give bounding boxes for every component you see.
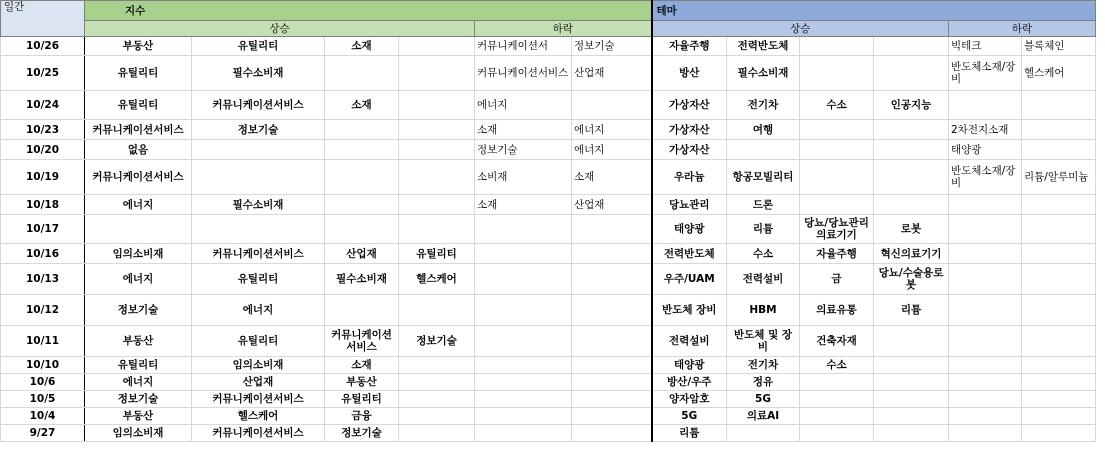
index-down-cell xyxy=(475,215,572,244)
index-up-cell xyxy=(399,357,475,374)
index-up-cell xyxy=(325,56,399,91)
theme-down-cell xyxy=(949,264,1022,295)
table-row xyxy=(1,91,1096,120)
index-down-cell xyxy=(475,264,572,295)
theme-down-cell: 태양광 xyxy=(949,140,1022,160)
index-up-cell xyxy=(325,295,399,326)
theme-down-cell xyxy=(949,215,1022,244)
theme-down-cell xyxy=(1022,357,1096,374)
theme-down-cell: 헬스케어 xyxy=(1022,56,1096,91)
table-row xyxy=(1,295,1096,326)
theme-up-cell: 자율주행 xyxy=(652,37,727,56)
index-down-cell xyxy=(475,408,572,425)
index-up-cell xyxy=(399,56,475,91)
index-up-cell: 필수소비재 xyxy=(325,264,399,295)
index-up-cell xyxy=(399,215,475,244)
date-cell: 10/11 xyxy=(1,326,85,357)
theme-up-cell xyxy=(874,120,949,140)
theme-up-cell: 항공모빌리티 xyxy=(727,160,800,195)
theme-down-cell xyxy=(1022,326,1096,357)
index-up-cell xyxy=(399,295,475,326)
theme-down-cell: 2차전지소재 xyxy=(949,120,1022,140)
index-down-cell xyxy=(572,215,652,244)
date-cell: 10/12 xyxy=(1,295,85,326)
theme-up-cell: 전력설비 xyxy=(652,326,727,357)
theme-down-cell: 반도체소재/장비 xyxy=(949,160,1022,195)
index-up-cell: 헬스케어 xyxy=(192,408,325,425)
date-cell: 10/16 xyxy=(1,244,85,264)
date-cell: 10/17 xyxy=(1,215,85,244)
theme-up-cell: 5G xyxy=(652,408,727,425)
theme-up-cell: 의료AI xyxy=(727,408,800,425)
table-row xyxy=(1,408,1096,425)
index-up-cell xyxy=(325,195,399,215)
index-down-cell xyxy=(572,425,652,442)
index-down-cell: 산업재 xyxy=(572,195,652,215)
theme-up-cell xyxy=(800,425,874,442)
theme-up-cell: 리튬 xyxy=(727,215,800,244)
index-down-cell: 커뮤니케이션서 xyxy=(475,37,572,56)
index-down-cell: 정보기술 xyxy=(572,37,652,56)
theme-up-cell: 건축자재 xyxy=(800,326,874,357)
theme-down-cell xyxy=(1022,244,1096,264)
theme-up-cell xyxy=(800,37,874,56)
date-cell: 10/10 xyxy=(1,357,85,374)
index-up-cell: 금융 xyxy=(325,408,399,425)
index-down-cell: 에너지 xyxy=(475,91,572,120)
theme-up-cell xyxy=(800,120,874,140)
index-up-cell: 필수소비재 xyxy=(192,195,325,215)
theme-up-cell xyxy=(874,374,949,391)
theme-down-cell xyxy=(949,425,1022,442)
index-up-cell: 부동산 xyxy=(85,326,192,357)
table-row xyxy=(1,120,1096,140)
index-down-cell xyxy=(572,326,652,357)
index-down-cell xyxy=(572,264,652,295)
theme-up-cell: 우라늄 xyxy=(652,160,727,195)
index-up-cell: 산업재 xyxy=(192,374,325,391)
index-up-cell: 에너지 xyxy=(85,195,192,215)
index-up-cell: 유틸리티 xyxy=(192,37,325,56)
theme-up-cell: 여행 xyxy=(727,120,800,140)
date-cell: 10/4 xyxy=(1,408,85,425)
index-up-cell: 커뮤니케이션서비스 xyxy=(192,425,325,442)
theme-up-cell: 방산 xyxy=(652,56,727,91)
date-cell: 10/20 xyxy=(1,140,85,160)
index-up-cell: 에너지 xyxy=(85,374,192,391)
theme-up-cell: 가상자산 xyxy=(652,120,727,140)
theme-down-cell xyxy=(1022,408,1096,425)
theme-group-header: 테마 xyxy=(652,1,1096,21)
index-up-cell xyxy=(325,140,399,160)
theme-up-cell: 당뇨관리 xyxy=(652,195,727,215)
index-down-cell xyxy=(572,391,652,408)
theme-down-cell xyxy=(1022,91,1096,120)
theme-up-cell xyxy=(874,140,949,160)
table-row xyxy=(1,244,1096,264)
table-row xyxy=(1,374,1096,391)
index-up-cell xyxy=(399,140,475,160)
index-up-cell: 부동산 xyxy=(325,374,399,391)
index-up-header: 상승 xyxy=(85,21,475,37)
theme-up-cell xyxy=(874,357,949,374)
date-cell: 10/6 xyxy=(1,374,85,391)
index-up-cell xyxy=(399,374,475,391)
index-up-cell: 유틸리티 xyxy=(399,244,475,264)
theme-down-cell xyxy=(1022,120,1096,140)
index-down-cell xyxy=(572,357,652,374)
theme-up-cell: HBM xyxy=(727,295,800,326)
index-down-cell xyxy=(475,425,572,442)
index-up-cell: 에너지 xyxy=(85,264,192,295)
index-up-cell xyxy=(325,215,399,244)
theme-up-cell: 수소 xyxy=(800,357,874,374)
theme-up-cell xyxy=(800,391,874,408)
index-up-cell: 유틸리티 xyxy=(85,357,192,374)
index-up-cell xyxy=(399,391,475,408)
index-up-cell: 헬스케어 xyxy=(399,264,475,295)
table-row xyxy=(1,264,1096,295)
table-row xyxy=(1,140,1096,160)
theme-up-cell: 자율주행 xyxy=(800,244,874,264)
theme-down-cell: 반도체소재/장비 xyxy=(949,56,1022,91)
date-cell: 10/24 xyxy=(1,91,85,120)
index-down-cell xyxy=(475,374,572,391)
theme-down-cell xyxy=(1022,215,1096,244)
theme-up-cell xyxy=(800,56,874,91)
theme-down-cell xyxy=(949,326,1022,357)
theme-down-cell xyxy=(949,295,1022,326)
theme-up-cell xyxy=(800,160,874,195)
theme-up-cell: 전력설비 xyxy=(727,264,800,295)
index-up-cell xyxy=(399,408,475,425)
theme-up-cell xyxy=(874,37,949,56)
theme-up-cell: 반도체 장비 xyxy=(652,295,727,326)
index-up-cell: 없음 xyxy=(85,140,192,160)
theme-down-cell xyxy=(1022,195,1096,215)
table-row xyxy=(1,391,1096,408)
index-up-cell: 임의소비재 xyxy=(85,244,192,264)
index-up-cell: 필수소비재 xyxy=(192,56,325,91)
theme-up-cell: 5G xyxy=(727,391,800,408)
theme-up-cell: 의료유통 xyxy=(800,295,874,326)
date-cell: 10/18 xyxy=(1,195,85,215)
theme-up-cell xyxy=(874,195,949,215)
table-row xyxy=(1,326,1096,357)
index-down-cell: 정보기술 xyxy=(475,140,572,160)
index-down-cell: 소재 xyxy=(475,120,572,140)
index-up-cell: 유틸리티 xyxy=(325,391,399,408)
table-row xyxy=(1,357,1096,374)
index-up-cell: 유틸리티 xyxy=(192,264,325,295)
index-down-cell xyxy=(572,244,652,264)
index-down-cell: 소비재 xyxy=(475,160,572,195)
index-up-cell xyxy=(192,215,325,244)
index-down-cell xyxy=(572,374,652,391)
theme-down-cell xyxy=(949,195,1022,215)
theme-down-cell xyxy=(949,91,1022,120)
index-down-cell: 산업재 xyxy=(572,56,652,91)
index-down-cell: 커뮤니케이션서비스 xyxy=(475,56,572,91)
theme-down-cell xyxy=(949,244,1022,264)
date-cell: 10/23 xyxy=(1,120,85,140)
theme-down-cell xyxy=(949,408,1022,425)
index-up-cell: 부동산 xyxy=(85,37,192,56)
theme-up-cell: 전력반도체 xyxy=(652,244,727,264)
theme-up-cell: 리튬 xyxy=(652,425,727,442)
theme-down-cell xyxy=(1022,264,1096,295)
theme-up-cell: 정유 xyxy=(727,374,800,391)
theme-up-cell xyxy=(727,140,800,160)
theme-up-cell xyxy=(727,425,800,442)
index-down-cell xyxy=(572,91,652,120)
theme-up-cell: 금 xyxy=(800,264,874,295)
index-up-cell: 소재 xyxy=(325,37,399,56)
table-row xyxy=(1,56,1096,91)
theme-down-cell: 빅테크 xyxy=(949,37,1022,56)
index-up-cell: 정보기술 xyxy=(85,391,192,408)
theme-up-cell xyxy=(800,140,874,160)
theme-up-cell: 수소 xyxy=(800,91,874,120)
index-up-cell: 커뮤니케이션서비스 xyxy=(192,244,325,264)
index-down-cell: 에너지 xyxy=(572,120,652,140)
theme-up-cell: 수소 xyxy=(727,244,800,264)
theme-up-cell: 전력반도체 xyxy=(727,37,800,56)
index-up-cell xyxy=(325,120,399,140)
index-down-cell: 소재 xyxy=(475,195,572,215)
index-up-cell xyxy=(399,37,475,56)
theme-up-cell: 우주/UAM xyxy=(652,264,727,295)
theme-up-cell: 인공지능 xyxy=(874,91,949,120)
theme-down-cell xyxy=(949,391,1022,408)
theme-up-header: 상승 xyxy=(652,21,949,37)
theme-up-cell xyxy=(874,391,949,408)
table-row xyxy=(1,195,1096,215)
theme-down-cell xyxy=(1022,374,1096,391)
index-up-cell xyxy=(399,120,475,140)
theme-down-cell: 블록체인 xyxy=(1022,37,1096,56)
index-up-cell: 커뮤니케이션서비스 xyxy=(85,160,192,195)
index-up-cell: 정보기술 xyxy=(192,120,325,140)
index-up-cell xyxy=(399,160,475,195)
theme-down-cell: 리튬/알루미늄 xyxy=(1022,160,1096,195)
index-up-cell xyxy=(85,215,192,244)
theme-up-cell: 전기차 xyxy=(727,357,800,374)
date-cell: 10/13 xyxy=(1,264,85,295)
index-down-cell xyxy=(572,408,652,425)
index-up-cell: 임의소비재 xyxy=(85,425,192,442)
date-cell: 10/19 xyxy=(1,160,85,195)
index-up-cell: 유틸리티 xyxy=(192,326,325,357)
theme-up-cell xyxy=(800,374,874,391)
theme-up-cell: 당뇨/당뇨관리의료기기 xyxy=(800,215,874,244)
date-cell: 10/25 xyxy=(1,56,85,91)
index-up-cell: 산업재 xyxy=(325,244,399,264)
date-cell: 10/5 xyxy=(1,391,85,408)
theme-up-cell: 가상자산 xyxy=(652,140,727,160)
theme-up-cell: 양자암호 xyxy=(652,391,727,408)
index-up-cell: 커뮤니케이션서비스 xyxy=(192,391,325,408)
theme-up-cell xyxy=(874,56,949,91)
theme-up-cell xyxy=(800,195,874,215)
index-down-cell xyxy=(475,244,572,264)
index-up-cell: 소재 xyxy=(325,91,399,120)
theme-up-cell: 태양광 xyxy=(652,357,727,374)
theme-up-cell: 드론 xyxy=(727,195,800,215)
index-down-header: 하락 xyxy=(475,21,652,37)
theme-up-cell: 필수소비재 xyxy=(727,56,800,91)
index-up-cell: 에너지 xyxy=(192,295,325,326)
table-row xyxy=(1,425,1096,442)
index-down-cell xyxy=(475,326,572,357)
index-up-cell: 부동산 xyxy=(85,408,192,425)
theme-up-cell: 로봇 xyxy=(874,215,949,244)
index-down-cell xyxy=(475,391,572,408)
theme-up-cell: 방산/우주 xyxy=(652,374,727,391)
period-corner-label: 일간 xyxy=(1,1,85,37)
theme-down-cell xyxy=(1022,295,1096,326)
table-row xyxy=(1,37,1096,56)
theme-down-header: 하락 xyxy=(949,21,1096,37)
index-up-cell xyxy=(399,425,475,442)
index-up-cell: 정보기술 xyxy=(325,425,399,442)
index-down-cell xyxy=(572,295,652,326)
index-down-cell: 에너지 xyxy=(572,140,652,160)
index-up-cell: 임의소비재 xyxy=(192,357,325,374)
index-up-cell: 커뮤니케이션서비스 xyxy=(325,326,399,357)
theme-up-cell xyxy=(800,408,874,425)
index-up-cell xyxy=(192,160,325,195)
theme-up-cell xyxy=(874,408,949,425)
theme-up-cell: 가상자산 xyxy=(652,91,727,120)
theme-up-cell: 전기차 xyxy=(727,91,800,120)
index-up-cell: 정보기술 xyxy=(399,326,475,357)
theme-up-cell: 반도체 및 장비 xyxy=(727,326,800,357)
theme-down-cell xyxy=(1022,425,1096,442)
index-up-cell xyxy=(192,140,325,160)
table-row xyxy=(1,160,1096,195)
theme-down-cell xyxy=(1022,140,1096,160)
index-up-cell xyxy=(399,91,475,120)
index-down-cell xyxy=(475,295,572,326)
index-up-cell xyxy=(399,195,475,215)
index-down-cell: 소재 xyxy=(572,160,652,195)
index-up-cell: 커뮤니케이션서비스 xyxy=(192,91,325,120)
index-up-cell: 유틸리티 xyxy=(85,91,192,120)
date-cell: 10/26 xyxy=(1,37,85,56)
index-up-cell: 소재 xyxy=(325,357,399,374)
theme-up-cell xyxy=(874,425,949,442)
index-group-header: 지수 xyxy=(85,1,652,21)
index-up-cell: 정보기술 xyxy=(85,295,192,326)
theme-up-cell: 리튬 xyxy=(874,295,949,326)
theme-up-cell: 당뇨/수술용로봇 xyxy=(874,264,949,295)
theme-up-cell: 혁신의료기기 xyxy=(874,244,949,264)
theme-up-cell xyxy=(874,326,949,357)
date-cell: 9/27 xyxy=(1,425,85,442)
theme-down-cell xyxy=(949,357,1022,374)
table-row xyxy=(1,215,1096,244)
theme-down-cell xyxy=(949,374,1022,391)
theme-down-cell xyxy=(1022,391,1096,408)
index-up-cell: 커뮤니케이션서비스 xyxy=(85,120,192,140)
index-up-cell: 유틸리티 xyxy=(85,56,192,91)
index-up-cell xyxy=(325,160,399,195)
theme-up-cell: 태양광 xyxy=(652,215,727,244)
index-down-cell xyxy=(475,357,572,374)
theme-up-cell xyxy=(874,160,949,195)
